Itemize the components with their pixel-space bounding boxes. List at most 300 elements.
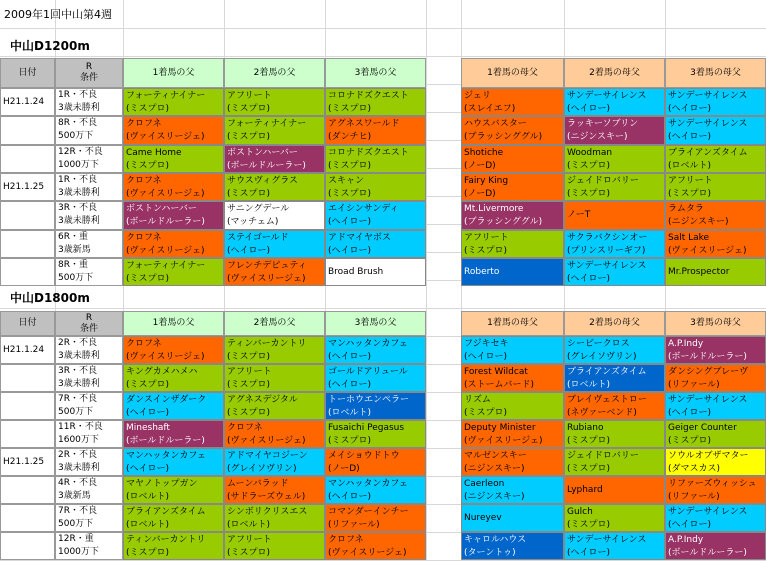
sire-cell-3 (325, 336, 426, 364)
header-damsire-2: 2着馬の母父 (564, 58, 665, 88)
header-race-top: R (85, 62, 93, 72)
sire-line: (ヘイロー) (328, 246, 372, 256)
sire-line: (ヴァイスリージェ) (126, 246, 205, 256)
horse-name: Nureyev (464, 512, 502, 523)
race-number-going: 8R・不良 (58, 118, 97, 128)
horse-name: リファーズウィッシュ (668, 479, 757, 489)
damsire-cell-3 (665, 116, 766, 145)
horse-name: ジェイドロバリー (567, 451, 639, 461)
sire-cell-1 (123, 145, 224, 173)
sire-line: (ミスプロ) (126, 104, 170, 114)
sire-line: (ブラッシンググル) (464, 132, 543, 142)
horse-name: サニングデール (227, 204, 290, 214)
horse-name: Fairy King (464, 176, 509, 186)
damsire-cell-3 (665, 476, 766, 504)
damsire-cell-3 (665, 145, 766, 173)
race-date (0, 364, 55, 392)
race-date (0, 504, 55, 532)
header-sire-2: 2着馬の父 (224, 58, 325, 88)
horse-name: サンデーサイレンス (668, 395, 748, 405)
sire-cell-1 (123, 258, 224, 286)
horse-name: Came Home (126, 148, 182, 158)
horse-name: ブレイヴェストロー (567, 395, 647, 405)
damsire-cell-1 (461, 364, 564, 392)
horse-name: シービークロス (567, 339, 630, 349)
horse-name: サンデーサイレンス (668, 119, 748, 129)
sire-line: (ニジンスキー) (668, 217, 729, 227)
section-title: 中山D1800m (10, 291, 90, 305)
sire-cell-3 (325, 364, 426, 392)
race-class: 1000万下 (58, 160, 99, 170)
sire-line: (ボールドルーラー) (126, 436, 205, 446)
sire-line: (サドラーズウェル) (227, 492, 306, 502)
sire-cell-2 (224, 420, 325, 448)
sire-cell-1 (123, 476, 224, 504)
race-condition (55, 88, 123, 116)
sire-cell-1 (123, 116, 224, 145)
sire-line: (ニジンスキー) (464, 492, 525, 502)
header-damsire-1: 1着馬の母父 (461, 311, 564, 336)
sire-line: (ヘイロー) (328, 217, 372, 227)
sire-cell-2 (224, 392, 325, 420)
race-class: 3歳未勝利 (58, 103, 100, 113)
sire-line: (ミスプロ) (567, 520, 611, 530)
damsire-cell-1 (461, 230, 564, 258)
sire-line: (ターントゥ) (464, 548, 516, 558)
section-title: 中山D1200m (10, 39, 90, 53)
horse-name: アグネスデジタル (227, 395, 298, 405)
race-date (0, 201, 55, 230)
sheet-title: 2009年1回中山第4週 (4, 8, 112, 21)
sire-line: (ヘイロー) (668, 520, 712, 530)
sire-line: (ミスプロ) (126, 274, 170, 284)
sire-line: (ロベルト) (328, 408, 372, 418)
sire-line: (ミスプロ) (668, 189, 712, 199)
horse-name: ブライアンズタイム (668, 148, 748, 158)
horse-name: Salt Lake (668, 233, 710, 243)
damsire-cell-2 (564, 504, 665, 532)
race-class: 3歳未勝利 (58, 188, 100, 198)
horse-name: サンデーサイレンス (567, 91, 647, 101)
sire-line: (ブラッシンググル) (464, 217, 543, 227)
sire-line: (ミスプロ) (126, 161, 170, 171)
sire-line: (ヘイロー) (126, 408, 170, 418)
sire-cell-1 (123, 504, 224, 532)
horse-name: ボストンハーバー (227, 148, 298, 158)
sire-line: (ロベルト) (126, 520, 170, 530)
sire-line: (ミスプロ) (328, 189, 372, 199)
sire-line: (グレイソヴリン) (227, 464, 297, 474)
race-number-going: 2R・不良 (58, 450, 97, 460)
header-sire-1: 1着馬の父 (123, 311, 224, 336)
race-date (0, 476, 55, 504)
sire-line: (ノーD) (464, 161, 496, 171)
sire-cell-2 (224, 364, 325, 392)
damsire-cell-1 (461, 201, 564, 230)
sire-line: (ミスプロ) (328, 161, 372, 171)
sire-cell-2 (224, 230, 325, 258)
sire-line: (グレイソヴリン) (567, 352, 637, 362)
sire-line: (ミスプロ) (464, 246, 508, 256)
header-damsire-3: 3着馬の母父 (665, 311, 766, 336)
damsire-cell-1 (461, 116, 564, 145)
damsire-cell-2 (564, 173, 665, 201)
race-condition (55, 532, 123, 560)
sire-cell-3 (325, 448, 426, 476)
sire-line: (ミスプロ) (227, 380, 271, 390)
damsire-cell-3 (665, 420, 766, 448)
horse-name: クロフネ (126, 233, 162, 243)
horse-name: アフリート (464, 233, 509, 243)
race-date (0, 145, 55, 173)
horse-name: アドマイヤコジーン (227, 451, 308, 461)
sire-line: (ヘイロー) (668, 132, 712, 142)
horse-name: アフリート (227, 367, 272, 377)
horse-name: アドマイヤボス (328, 233, 391, 243)
race-number-going: 12R・重 (58, 534, 94, 544)
sire-cell-3 (325, 420, 426, 448)
race-class: 500万下 (58, 519, 94, 529)
sire-line: (ロベルト) (668, 161, 712, 171)
header-sire-3: 3着馬の父 (325, 58, 426, 88)
damsire-cell-2 (564, 476, 665, 504)
sire-cell-3 (325, 116, 426, 145)
horse-name: ノーT (567, 210, 591, 220)
sire-line: (ヘイロー) (227, 246, 271, 256)
sire-cell-2 (224, 173, 325, 201)
sire-line: (ミスプロ) (126, 380, 170, 390)
horse-name: マヤノトップガン (126, 479, 198, 489)
sire-cell-1 (123, 201, 224, 230)
horse-name: コロナドズクエスト (328, 91, 409, 101)
damsire-cell-1 (461, 504, 564, 532)
damsire-cell-2 (564, 336, 665, 364)
sire-line: (ボールドルーラー) (126, 217, 205, 227)
damsire-cell-2 (564, 201, 665, 230)
race-date: H21.1.24 (0, 336, 55, 364)
sire-line: (ヴァイスリージェ) (668, 246, 747, 256)
horse-name: ジェイドロバリー (567, 176, 639, 186)
horse-name: ラッキーソブリン (567, 119, 639, 129)
damsire-cell-1 (461, 532, 564, 560)
damsire-cell-2 (564, 258, 665, 286)
sire-line: (ボールドルーラー) (668, 352, 747, 362)
race-number-going: 7R・不良 (58, 394, 97, 404)
horse-name: クロフネ (126, 119, 162, 129)
sire-cell-3 (325, 258, 426, 286)
sire-line: (ヴァイスリージェ) (227, 436, 306, 446)
horse-name: クロフネ (126, 176, 162, 186)
horse-name: Gulch (567, 507, 593, 517)
horse-name: フォーティナイナー (126, 261, 206, 271)
horse-name: ブライアンズタイム (567, 367, 647, 377)
sire-line: (ダマスカス) (668, 464, 721, 474)
horse-name: Forest Wildcat (464, 367, 528, 377)
sire-cell-3 (325, 145, 426, 173)
horse-name: キングカメハメハ (126, 367, 198, 377)
horse-name: ティンバーカントリ (227, 339, 307, 349)
horse-name: エイシンサンディ (328, 204, 399, 214)
sire-line: (ミスプロ) (328, 104, 372, 114)
horse-name: キャロルハウス (464, 535, 527, 545)
horse-name: アフリート (227, 535, 272, 545)
horse-name: マンハッタンカフェ (328, 479, 408, 489)
sire-line: (ストームバード) (464, 380, 535, 390)
damsire-cell-2 (564, 532, 665, 560)
race-condition (55, 476, 123, 504)
sire-cell-2 (224, 145, 325, 173)
sire-line: (プリンスリーギフ) (567, 246, 646, 256)
sire-cell-2 (224, 336, 325, 364)
sire-cell-3 (325, 201, 426, 230)
grid-line (0, 56, 766, 57)
header-date: 日付 (0, 311, 55, 336)
horse-name: シンボリクリスエス (227, 507, 308, 517)
horse-name: Woodman (567, 148, 613, 158)
header-race-bottom: 条件 (79, 73, 98, 83)
sire-line: (ミスプロ) (464, 408, 508, 418)
horse-name: ソウルオブザマター (668, 451, 749, 461)
sire-line: (ヘイロー) (567, 548, 611, 558)
race-condition (55, 145, 123, 173)
sire-line: (ヘイロー) (567, 104, 611, 114)
sire-cell-2 (224, 258, 325, 286)
damsire-cell-3 (665, 448, 766, 476)
sire-line: (ヴァイスリージェ) (126, 352, 205, 362)
damsire-cell-1 (461, 420, 564, 448)
damsire-cell-1 (461, 145, 564, 173)
sire-cell-3 (325, 230, 426, 258)
race-class: 1000万下 (58, 547, 99, 557)
sire-cell-1 (123, 364, 224, 392)
sire-line: (ミスプロ) (126, 548, 170, 558)
damsire-cell-3 (665, 230, 766, 258)
sire-line: (ニジンスキー) (567, 132, 628, 142)
damsire-cell-1 (461, 173, 564, 201)
horse-name: ハウスバスター (464, 119, 527, 129)
horse-name: ラムタラ (668, 204, 704, 214)
damsire-cell-3 (665, 364, 766, 392)
race-date (0, 532, 55, 560)
horse-name: ゴールドアリュール (328, 367, 408, 377)
header-race (55, 311, 123, 336)
horse-name: ダンスインザダーク (126, 395, 207, 405)
header-sire-2: 2着馬の父 (224, 311, 325, 336)
damsire-cell-2 (564, 116, 665, 145)
race-date: H21.1.25 (0, 173, 55, 201)
sire-line: (ヘイロー) (328, 492, 372, 502)
sire-line: (ミスプロ) (567, 436, 611, 446)
horse-name: コロナドズクエスト (328, 148, 409, 158)
horse-name: Mr.Prospector (668, 266, 730, 277)
race-condition (55, 201, 123, 230)
sire-line: (ヘイロー) (126, 464, 170, 474)
header-damsire-1: 1着馬の母父 (461, 58, 564, 88)
sire-line: (ロベルト) (567, 380, 611, 390)
race-number-going: 11R・不良 (58, 422, 103, 432)
sire-cell-2 (224, 201, 325, 230)
race-condition (55, 364, 123, 392)
horse-name: サクラバクシンオー (567, 233, 648, 243)
sire-line: (ミスプロ) (567, 464, 611, 474)
race-condition (55, 258, 123, 286)
sire-cell-3 (325, 476, 426, 504)
horse-name: サンデーサイレンス (668, 507, 748, 517)
sire-line: (ヴァイスリージェ) (328, 548, 407, 558)
sire-line: (ヘイロー) (328, 352, 372, 362)
horse-name: サウスヴィグラス (227, 176, 298, 186)
race-condition (55, 420, 123, 448)
race-class: 3歳未勝利 (58, 351, 100, 361)
sire-line: (ロベルト) (227, 520, 271, 530)
horse-name: ダンシングブレーヴ (668, 367, 749, 377)
race-date (0, 116, 55, 145)
horse-name: トーホウエンペラー (328, 395, 410, 405)
race-condition (55, 504, 123, 532)
sire-line: (ヘイロー) (464, 352, 508, 362)
sire-cell-2 (224, 476, 325, 504)
horse-name: ムーンバラッド (227, 479, 289, 489)
race-date (0, 420, 55, 448)
sire-line: (ミスプロ) (227, 132, 271, 142)
sire-cell-2 (224, 116, 325, 145)
sire-line: (リファール) (668, 492, 720, 502)
horse-name: Lyphard (567, 484, 603, 495)
sire-line: (ヘイロー) (567, 274, 611, 284)
sire-cell-1 (123, 173, 224, 201)
horse-name: マンハッタンカフェ (126, 451, 206, 461)
horse-name: フォーティナイナー (227, 119, 307, 129)
damsire-cell-3 (665, 173, 766, 201)
horse-name: ジェリ (464, 91, 491, 101)
sire-line: (ミスプロ) (227, 352, 271, 362)
horse-name: アフリート (668, 176, 713, 186)
race-condition (55, 173, 123, 201)
damsire-cell-2 (564, 145, 665, 173)
horse-name: Mineshaft (126, 423, 170, 433)
damsire-cell-3 (665, 201, 766, 230)
race-number-going: 12R・不良 (58, 147, 103, 157)
damsire-cell-2 (564, 420, 665, 448)
race-condition (55, 448, 123, 476)
header-race (55, 58, 123, 88)
sire-cell-1 (123, 420, 224, 448)
damsire-cell-3 (665, 88, 766, 116)
sire-cell-1 (123, 88, 224, 116)
sire-cell-1 (123, 392, 224, 420)
sire-line: (ミスプロ) (328, 436, 372, 446)
race-date (0, 392, 55, 420)
race-number-going: 2R・不良 (58, 338, 97, 348)
damsire-cell-3 (665, 532, 766, 560)
sire-line: (ミスプロ) (227, 408, 271, 418)
horse-name: サンデーサイレンス (567, 535, 647, 545)
damsire-cell-2 (564, 88, 665, 116)
sire-line: (ニジンスキー) (464, 464, 525, 474)
race-condition (55, 336, 123, 364)
sire-line: (ノーD) (464, 189, 496, 199)
sire-line: (ボールドルーラー) (227, 161, 306, 171)
race-class: 3歳未勝利 (58, 379, 100, 389)
sire-cell-1 (123, 336, 224, 364)
sire-line: (ヘイロー) (668, 104, 712, 114)
race-class: 3歳新馬 (58, 245, 91, 255)
race-class: 500万下 (58, 407, 94, 417)
race-class: 500万下 (58, 273, 94, 283)
horse-name: Rubiano (567, 423, 604, 433)
horse-name: Geiger Counter (668, 423, 737, 433)
sire-line: (ヘイロー) (328, 380, 372, 390)
race-number-going: 7R・不良 (58, 506, 97, 516)
horse-name: フレンチデピュティ (227, 261, 307, 271)
sire-line: (ボールドルーラー) (668, 548, 747, 558)
race-date: H21.1.25 (0, 448, 55, 476)
damsire-cell-1 (461, 88, 564, 116)
grid-line (0, 28, 766, 29)
sire-cell-2 (224, 88, 325, 116)
race-condition (55, 392, 123, 420)
race-number-going: 4R・不良 (58, 478, 97, 488)
sire-line: (ミスプロ) (227, 104, 271, 114)
sire-line: (スレイエフ) (464, 104, 516, 114)
horse-name: Broad Brush (328, 266, 384, 277)
race-date (0, 230, 55, 258)
sire-cell-2 (224, 504, 325, 532)
race-date (0, 258, 55, 286)
sire-line: (ヴァイスリージェ) (126, 189, 205, 199)
sire-line: (ダンチヒ) (328, 132, 372, 142)
horse-name: リズム (464, 395, 491, 405)
damsire-cell-2 (564, 230, 665, 258)
sire-line: (ヴァイスリージェ) (227, 274, 306, 284)
sire-cell-3 (325, 392, 426, 420)
sire-line: (リファール) (668, 380, 720, 390)
horse-name: サンデーサイレンス (567, 261, 647, 271)
sire-cell-3 (325, 173, 426, 201)
race-class: 3歳未勝利 (58, 463, 100, 473)
damsire-cell-1 (461, 258, 564, 286)
horse-name: クロフネ (126, 339, 162, 349)
horse-name: ティンバーカントリ (126, 535, 206, 545)
sire-line: (ヴァイスリージェ) (464, 436, 543, 446)
sire-cell-2 (224, 448, 325, 476)
horse-name: フォーティナイナー (126, 91, 206, 101)
race-class: 1600万下 (58, 435, 99, 445)
horse-name: フジキセキ (464, 339, 509, 349)
horse-name: マルゼンスキー (464, 451, 527, 461)
race-condition (55, 116, 123, 145)
race-condition (55, 230, 123, 258)
race-number-going: 8R・重 (58, 260, 88, 270)
race-number-going: 3R・不良 (58, 203, 97, 213)
damsire-cell-1 (461, 336, 564, 364)
horse-name: Mt.Livermore (464, 204, 524, 214)
sire-cell-3 (325, 532, 426, 560)
damsire-cell-3 (665, 258, 766, 286)
damsire-cell-1 (461, 392, 564, 420)
race-number-going: 1R・不良 (58, 90, 97, 100)
header-sire-1: 1着馬の父 (123, 58, 224, 88)
sire-line: (ミスプロ) (227, 548, 271, 558)
header-race-bottom: 条件 (79, 323, 98, 334)
horse-name: スキャン (328, 176, 365, 186)
sire-line: (リファール) (328, 520, 380, 530)
header-damsire-2: 2着馬の母父 (564, 311, 665, 336)
header-damsire-3: 3着馬の母父 (665, 58, 766, 88)
damsire-cell-2 (564, 392, 665, 420)
horse-name: A.P.Indy (668, 535, 704, 545)
sire-line: (ミスプロ) (567, 189, 611, 199)
